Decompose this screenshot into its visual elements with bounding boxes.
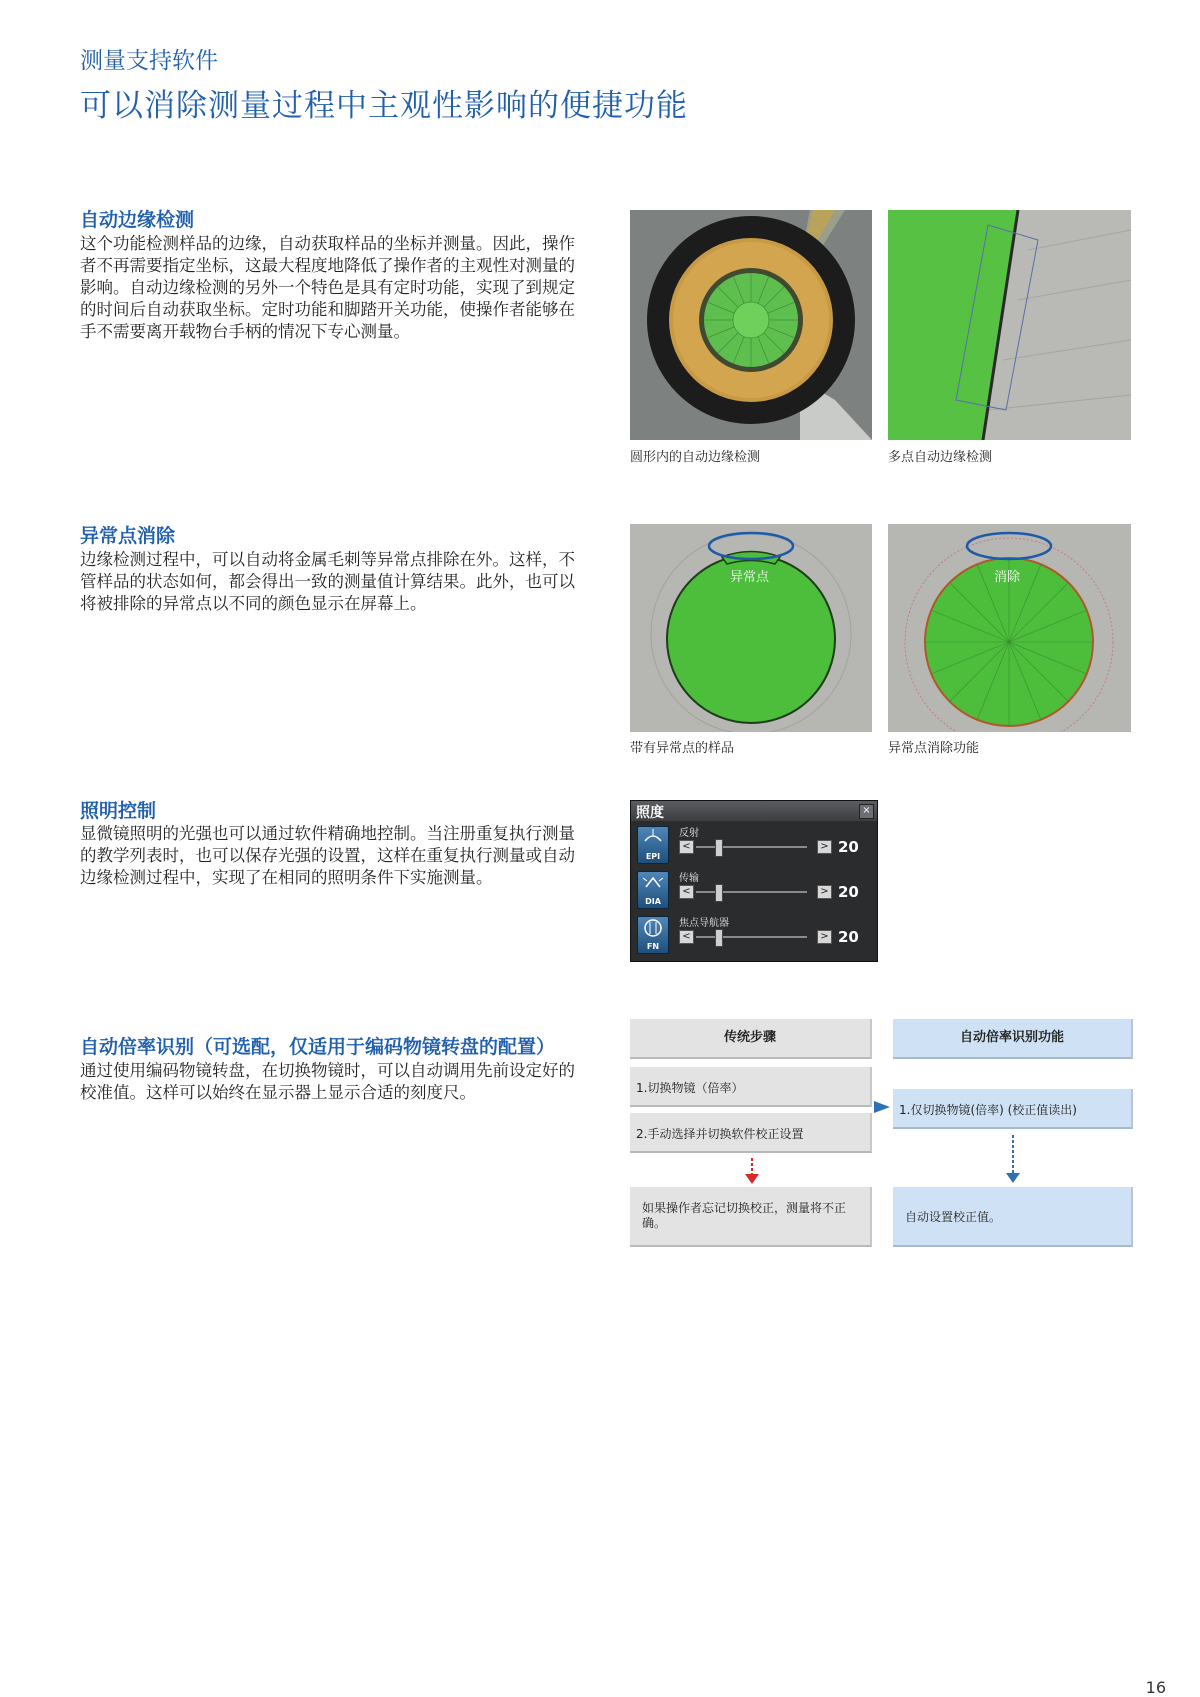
section-body-illumination: 显微镜照明的光强也可以通过软件精确地控制。当注册重复执行测量的教学列表时，也可以保存光强的设置，这样在重复执行测量或自动边缘检测过程中，实现了在相同的照明条件下实施测量。	[80, 824, 575, 887]
increase-button[interactable]: >	[817, 930, 832, 944]
outlier-removal-image	[888, 524, 1131, 732]
decrease-button[interactable]: <	[679, 840, 694, 854]
flow-result-incorrect: 如果操作者忘记切换校正，测量将不正确。	[630, 1187, 872, 1247]
section-title-edge-detection: 自动边缘检测	[80, 209, 195, 231]
panel-title: 照度	[636, 805, 664, 821]
flow-header-conventional: 传统步骤	[630, 1019, 872, 1059]
flow-header-auto: 自动倍率识别功能	[893, 1019, 1133, 1059]
light-slider[interactable]	[696, 891, 807, 893]
slider-thumb[interactable]	[715, 884, 723, 902]
light-slider[interactable]	[696, 936, 807, 938]
increase-button[interactable]: >	[817, 885, 832, 899]
light-value: 20	[838, 928, 859, 946]
transmitted-light-icon[interactable]: DIA	[637, 871, 669, 909]
section-title-illumination: 照明控制	[80, 800, 157, 822]
image-label-outlier: 异常点	[730, 570, 770, 585]
light-name: 传输	[679, 873, 699, 884]
caption-outlier-removal: 异常点消除功能	[888, 741, 980, 756]
section-body-outlier-removal: 边缘检测过程中，可以自动将金属毛刺等异常点排除在外。这样，不管样品的状态如何，都会得出一致的测量值计算结果。此外，也可以将被排除的异常点以不同的颜色显示在屏幕上。	[80, 550, 575, 613]
multipoint-edge-detection-image	[888, 210, 1131, 440]
page-title: 可以消除测量过程中主观性影响的便捷功能	[80, 88, 688, 124]
light-row-focus-navigator	[631, 912, 877, 956]
focus-navigator-icon[interactable]: FN	[637, 916, 669, 954]
page-number: 16	[1145, 1678, 1166, 1697]
decrease-button[interactable]: <	[679, 930, 694, 944]
section-title-auto-magnification: 自动倍率识别（可选配，仅适用于编码物镜转盘的配置）	[80, 1036, 556, 1058]
light-value: 20	[838, 883, 859, 901]
section-title-outlier-removal: 异常点消除	[80, 525, 176, 547]
slider-thumb[interactable]	[715, 839, 723, 857]
close-icon[interactable]: ×	[859, 804, 874, 819]
light-row-transmitted	[631, 867, 877, 911]
light-name: 反射	[679, 828, 699, 839]
illumination-panel	[630, 800, 878, 962]
flow-arrow-right	[870, 1095, 894, 1119]
increase-button[interactable]: >	[817, 840, 832, 854]
flow-step-manual-correction: 2.手动选择并切换软件校正设置	[630, 1113, 872, 1153]
circle-edge-detection-image	[630, 210, 872, 440]
caption-outlier-sample: 带有异常点的样品	[630, 741, 735, 756]
section-body-auto-magnification: 通过使用编码物镜转盘，在切换物镜时，可以自动调用先前设定好的校准值。这样可以始终在显示器上显示合适的刻度尺。	[80, 1061, 575, 1102]
light-row-reflected	[631, 822, 877, 866]
caption-circle-edge-detection: 圆形内的自动边缘检测	[630, 450, 761, 465]
slider-thumb[interactable]	[715, 929, 723, 947]
caption-multipoint-edge-detection: 多点自动边缘检测	[888, 450, 993, 465]
flow-step-switch-objective: 1.切换物镜（倍率）	[630, 1067, 872, 1107]
reflected-light-icon[interactable]: EPI	[637, 826, 669, 864]
flow-arrow-warning	[740, 1156, 764, 1186]
light-value: 20	[838, 838, 859, 856]
section-kicker: 测量支持软件	[80, 48, 218, 74]
flow-arrow-ok	[1001, 1133, 1025, 1185]
flow-result-auto-set: 自动设置校正值。	[893, 1187, 1133, 1247]
image-label-removed: 消除	[994, 570, 1021, 585]
panel-titlebar	[631, 801, 877, 821]
light-name: 焦点导航器	[679, 918, 729, 929]
flow-step-switch-only: 1.仅切换物镜(倍率) (校正值读出)	[893, 1089, 1133, 1129]
light-slider[interactable]	[696, 846, 807, 848]
section-body-edge-detection: 这个功能检测样品的边缘，自动获取样品的坐标并测量。因此，操作者不再需要指定坐标，这最大程度地降低了操作者的主观性对测量的影响。自动边缘检测的另外一个特色是具有定时功能，实现了到规定的时间后自动获取坐标。定时功能和脚踏开关功能，使操作者能够在手不需要离开载物台手柄的情况下专心测量。	[80, 234, 575, 341]
decrease-button[interactable]: <	[679, 885, 694, 899]
outlier-sample-image	[630, 524, 872, 732]
